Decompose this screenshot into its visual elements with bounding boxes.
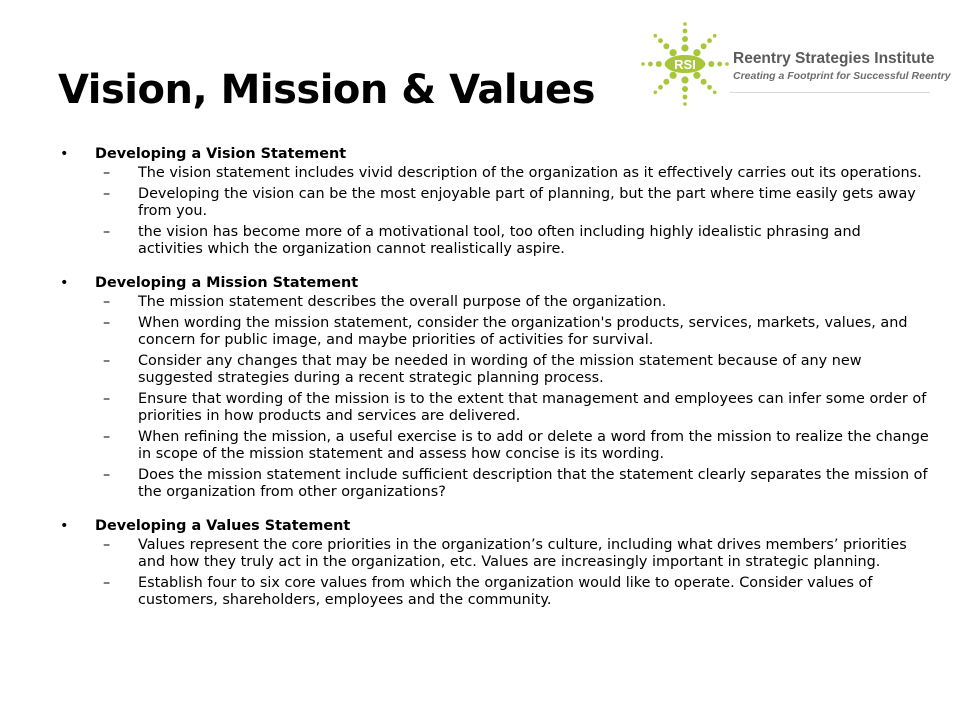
list-item: – the vision has become more of a motivational tool, too often including highly idealistic phrasing and activities which the organization cannot realistically aspire. bbox=[103, 224, 861, 257]
dash-icon: – bbox=[103, 224, 111, 240]
logo-name: Reentry Strategies Institute bbox=[733, 50, 935, 67]
logo-dot bbox=[663, 43, 669, 49]
logo-dot bbox=[641, 62, 645, 66]
logo-tagline: Creating a Footprint for Successful Reentry bbox=[733, 70, 951, 82]
logo-dot bbox=[683, 29, 688, 34]
logo-dot bbox=[682, 36, 688, 42]
section-heading: • Developing a Mission Statement bbox=[60, 275, 359, 291]
logo-dot bbox=[681, 44, 688, 51]
section-vision bbox=[60, 146, 930, 258]
section-heading: • Developing a Vision Statement bbox=[60, 146, 347, 162]
dash-icon: – bbox=[103, 467, 111, 483]
logo-dot bbox=[713, 91, 717, 95]
list-item: – Does the mission statement include sufficient description that the statement clearly separates the mission of the organization from other organizations? bbox=[103, 467, 928, 500]
dash-icon: – bbox=[103, 186, 111, 202]
section-mission bbox=[60, 275, 930, 501]
dash-icon: – bbox=[103, 537, 111, 553]
slide-title: Vision, Mission & Values bbox=[58, 67, 595, 113]
logo-dot bbox=[717, 62, 722, 67]
list-item: – When wording the mission statement, consider the organization's products, services, markets, values, and concern for public image, and maybe priorities of activities for survival. bbox=[103, 315, 908, 348]
rsi-starburst-icon bbox=[638, 20, 733, 110]
logo-mark-text: RSI bbox=[674, 57, 696, 72]
slide-body bbox=[60, 146, 930, 626]
logo-dot bbox=[693, 72, 700, 79]
list-item: – Developing the vision can be the most enjoyable part of planning, but the part where time easily gets away from you. bbox=[103, 186, 916, 219]
logo-dot bbox=[701, 43, 707, 49]
logo-dot bbox=[725, 62, 729, 66]
logo-dot bbox=[707, 38, 712, 43]
list-item: – Values represent the core priorities in the organization’s culture, including what drives members’ priorities and how they truly act in the organization, etc. Values are increasingly important in strategic planning. bbox=[103, 537, 907, 570]
list-item: – Consider any changes that may be needed in wording of the mission statement because of any new suggested strategies during a recent strategic planning process. bbox=[103, 353, 862, 386]
logo-dot bbox=[713, 34, 717, 38]
bullet-icon: • bbox=[60, 518, 69, 534]
bullet-icon: • bbox=[60, 146, 69, 162]
logo-dot bbox=[670, 49, 677, 56]
dash-icon: – bbox=[103, 165, 111, 181]
logo-dot bbox=[658, 38, 663, 43]
list-item: – The mission statement describes the overall purpose of the organization. bbox=[103, 294, 667, 310]
list-item: – Establish four to six core values from which the organization would like to operate. Consider values of customers, shareholders, employees and the community. bbox=[103, 575, 873, 608]
dash-icon: – bbox=[103, 353, 111, 369]
logo-dot bbox=[663, 79, 669, 85]
logo-dot bbox=[693, 49, 700, 56]
dash-icon: – bbox=[103, 315, 111, 331]
section-heading: • Developing a Values Statement bbox=[60, 518, 351, 534]
logo-dot bbox=[681, 76, 688, 83]
logo-dot bbox=[708, 61, 714, 67]
logo-dot bbox=[701, 79, 707, 85]
list-item: – When refining the mission, a useful exercise is to add or delete a word from the mission to realize the change in scope of the mission statement and assess how concise is its wording. bbox=[103, 429, 929, 462]
logo-dot bbox=[683, 95, 688, 100]
list-item: – The vision statement includes vivid description of the organization as it effectively carries out its operations. bbox=[103, 165, 922, 181]
logo-dot bbox=[658, 85, 663, 90]
dash-icon: – bbox=[103, 429, 111, 445]
logo-dot bbox=[654, 34, 658, 38]
logo-dot bbox=[683, 22, 687, 26]
logo-dot bbox=[707, 85, 712, 90]
dash-icon: – bbox=[103, 575, 111, 591]
logo-divider bbox=[730, 92, 930, 93]
list-item: – Ensure that wording of the mission is to the extent that management and employees can infer some order of priorities in how products and services are delivered. bbox=[103, 391, 927, 424]
logo-dot bbox=[682, 86, 688, 92]
dash-icon: – bbox=[103, 294, 111, 310]
logo-dot bbox=[683, 102, 687, 106]
logo-dot bbox=[648, 62, 653, 67]
bullet-icon: • bbox=[60, 275, 69, 291]
dash-icon: – bbox=[103, 391, 111, 407]
logo-dot bbox=[670, 72, 677, 79]
section-values bbox=[60, 518, 930, 609]
rsi-logo bbox=[638, 20, 951, 110]
logo-dot bbox=[654, 91, 658, 95]
logo-dot bbox=[656, 61, 662, 67]
